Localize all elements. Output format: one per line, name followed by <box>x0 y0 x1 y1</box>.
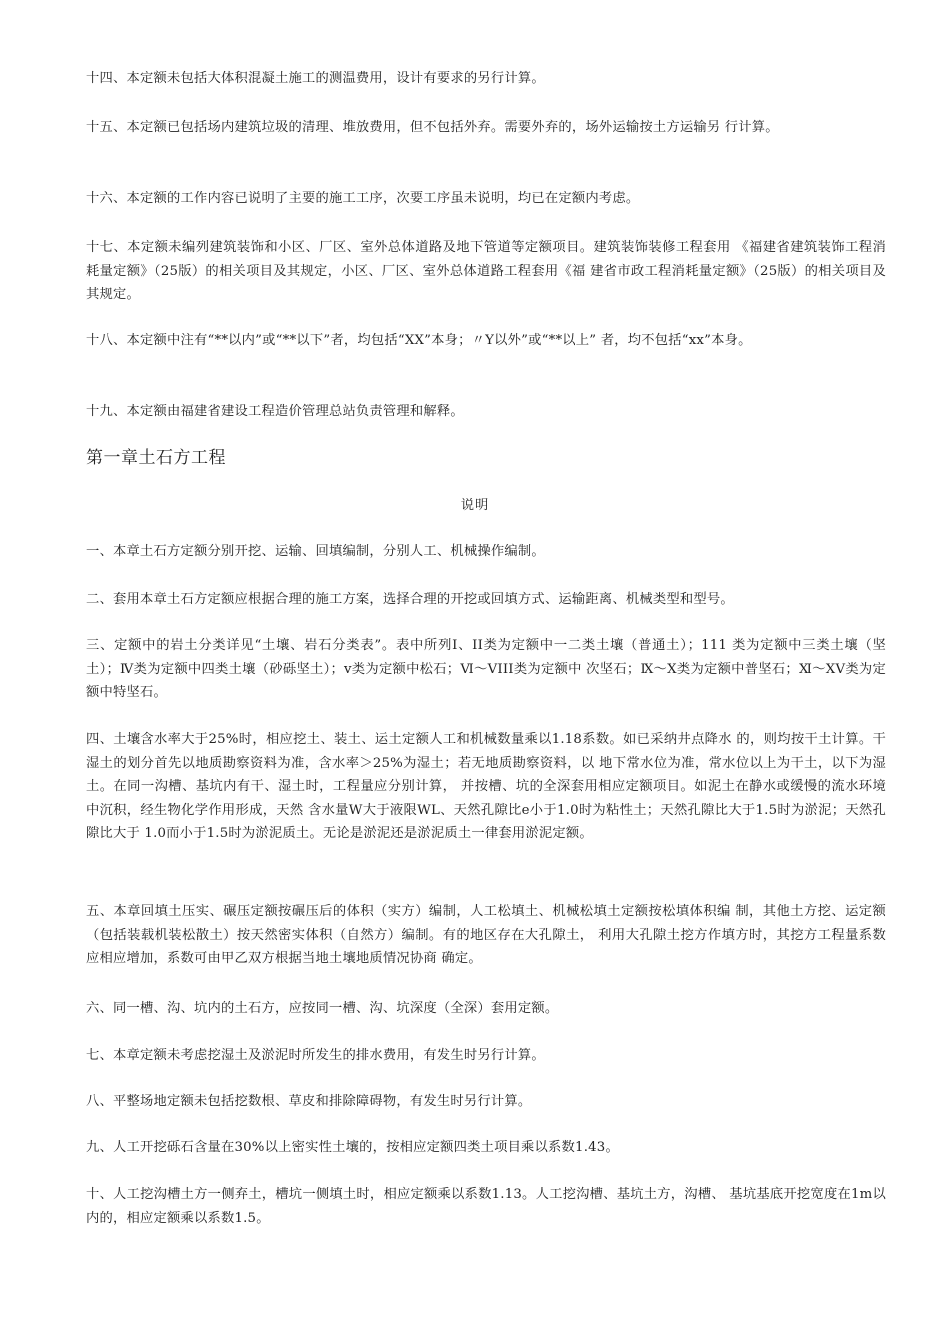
chapter-paragraph-2: 二、套用本章土石方定额应根据合理的施工方案，选择合理的开挖或回填方式、运输距离、机械类型和型号。 <box>86 592 734 607</box>
chapter-title: 第一章土石方工程 <box>86 448 226 468</box>
section-subtitle: 说明 <box>460 498 490 513</box>
chapter-paragraph-4: 四、土壤含水率大于25%时，相应挖土、装土、运土定额人工和机械数量乘以1.18系数。如已采纳井点降水 的，则均按干土计算。干湿土的划分首先以地质勘察资料为准，含水率＞25%为湿土；若无地质勘察资料，以 地下常水位为准，常水位以上为干土，以下为湿土。在同一沟槽、基坑内有干、湿土时，工程量应分别计算， 并按槽、坑的全深套用相应定额项目。如泥土在静水或缓慢的流水环境中沉积，经生物化学作用形成，天然 含水量W大于液限WL、天然孔隙比e小于1.0时为粘性土；天然孔隙比大于1.5时为淤泥；天然孔隙比大于 1.0而小于1.5时为淤泥质土。无论是淤泥还是淤泥质土一律套用淤泥定额。 <box>86 732 886 841</box>
paragraph-17: 十七、本定额未编列建筑装饰和小区、厂区、室外总体道路及地下管道等定额项目。建筑装饰装修工程套用 《福建省建筑装饰工程消耗量定额》（25版）的相关项目及其规定，小区、厂区、室外总体道路工程套用《福 建省市政工程消耗量定额》（25版）的相关项目及其规定。 <box>86 240 886 302</box>
chapter-paragraph-8: 八、平整场地定额未包括挖数根、草皮和排除障碍物，有发生时另行计算。 <box>86 1094 532 1109</box>
chapter-paragraph-9: 九、人工开挖砾石含量在30%以上密实性土壤的，按相应定额四类土项目乘以系数1.43。 <box>86 1140 619 1155</box>
chapter-paragraph-1: 一、本章土石方定额分别开挖、运输、回填编制，分别人工、机械操作编制。 <box>86 544 545 559</box>
chapter-paragraph-7: 七、本章定额未考虑挖湿土及淤泥时所发生的排水费用，有发生时另行计算。 <box>86 1048 545 1063</box>
chapter-paragraph-5: 五、本章回填土压实、碾压定额按碾压后的体积（实方）编制，人工松填土、机械松填土定额按松填体积编 制，其他土方挖、运定额（包括装载机装松散土）按天然密实体积（自然方）编制。有的地区存在大孔隙土， 利用大孔隙土挖方作填方时，其挖方工程量系数应相应增加，系数可由甲乙双方根据当地土壤地质情况协商 确定。 <box>86 904 886 966</box>
paragraph-14: 十四、本定额未包括大体积混凝土施工的测温费用，设计有要求的另行计算。 <box>86 71 545 86</box>
paragraph-19: 十九、本定额由福建省建设工程造价管理总站负责管理和解释。 <box>86 404 464 419</box>
paragraph-15: 十五、本定额已包括场内建筑垃圾的清理、堆放费用，但不包括外弃。需要外弃的，场外运输按土方运输另 行计算。 <box>86 120 779 135</box>
paragraph-18: 十八、本定额中注有“**以内”或“**以下”者，均包括“XX”本身；〃Y以外”或“**以上” 者，均不包括“xx”本身。 <box>86 333 752 348</box>
paragraph-16: 十六、本定额的工作内容已说明了主要的施工工序，次要工序虽未说明，均已在定额内考虑。 <box>86 191 640 206</box>
chapter-paragraph-6: 六、同一槽、沟、坑内的土石方，应按同一槽、沟、坑深度（全深）套用定额。 <box>86 1001 559 1016</box>
chapter-paragraph-3: 三、定额中的岩土分类详见“土壤、岩石分类表”。表中所列Ⅰ、II类为定额中一二类土壤（普通土）；111 类为定额中三类土壤（坚土）；Ⅳ类为定额中四类土壤（砂砾坚土）；v类为定额中松石；Ⅵ〜VIII类为定额中 次坚石；Ⅸ〜Ⅹ类为定额中普坚石；Ⅺ〜ⅩV类为定额中特坚石。 <box>86 638 886 700</box>
chapter-paragraph-10: 十、人工挖沟槽土方一侧弃土，槽坑一侧填土时，相应定额乘以系数1.13。人工挖沟槽、基坑土方，沟槽、 基坑基底开挖宽度在1m以内的，相应定额乘以系数1.5。 <box>86 1187 886 1226</box>
